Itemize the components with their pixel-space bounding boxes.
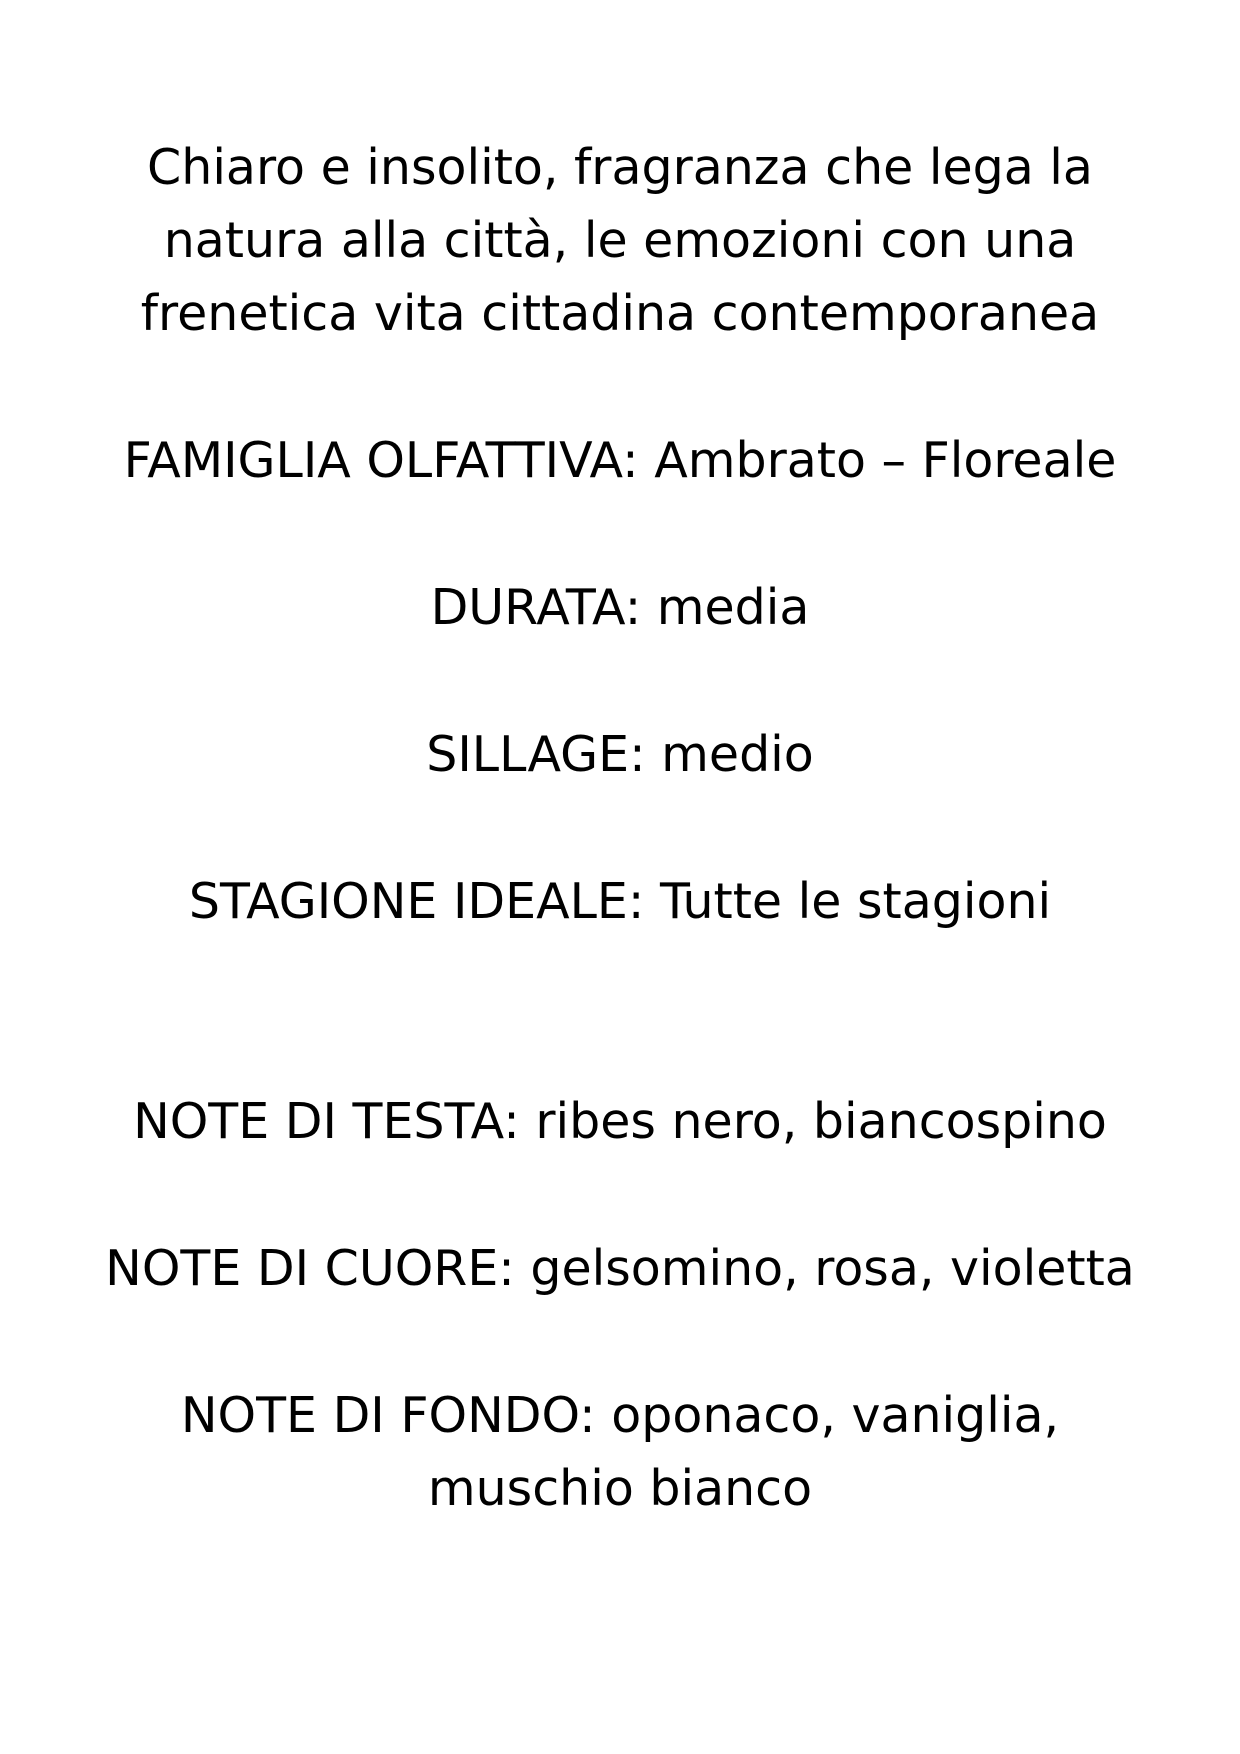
intro-line-1: Chiaro e insolito, fragranza che lega la bbox=[147, 139, 1093, 196]
intro-paragraph bbox=[0, 131, 1240, 350]
base-notes-line-2: muschio bianco bbox=[427, 1460, 813, 1517]
base-notes bbox=[0, 1379, 1240, 1525]
olfactory-family: FAMIGLIA OLFATTIVA: Ambrato – Floreale bbox=[123, 432, 1117, 489]
intro-line-2: natura alla città, le emozioni con una bbox=[163, 212, 1077, 269]
base-notes-line-1: NOTE DI FONDO: oponaco, vaniglia, bbox=[180, 1387, 1060, 1444]
intro-line-3: frenetica vita cittadina contemporanea bbox=[140, 285, 1100, 342]
heart-notes: NOTE DI CUORE: gelsomino, rosa, violetta bbox=[105, 1240, 1135, 1297]
top-notes: NOTE DI TESTA: ribes nero, biancospino bbox=[133, 1093, 1107, 1150]
duration: DURATA: media bbox=[430, 579, 810, 636]
sillage: SILLAGE: medio bbox=[426, 726, 814, 783]
ideal-season: STAGIONE IDEALE: Tutte le stagioni bbox=[188, 873, 1052, 930]
